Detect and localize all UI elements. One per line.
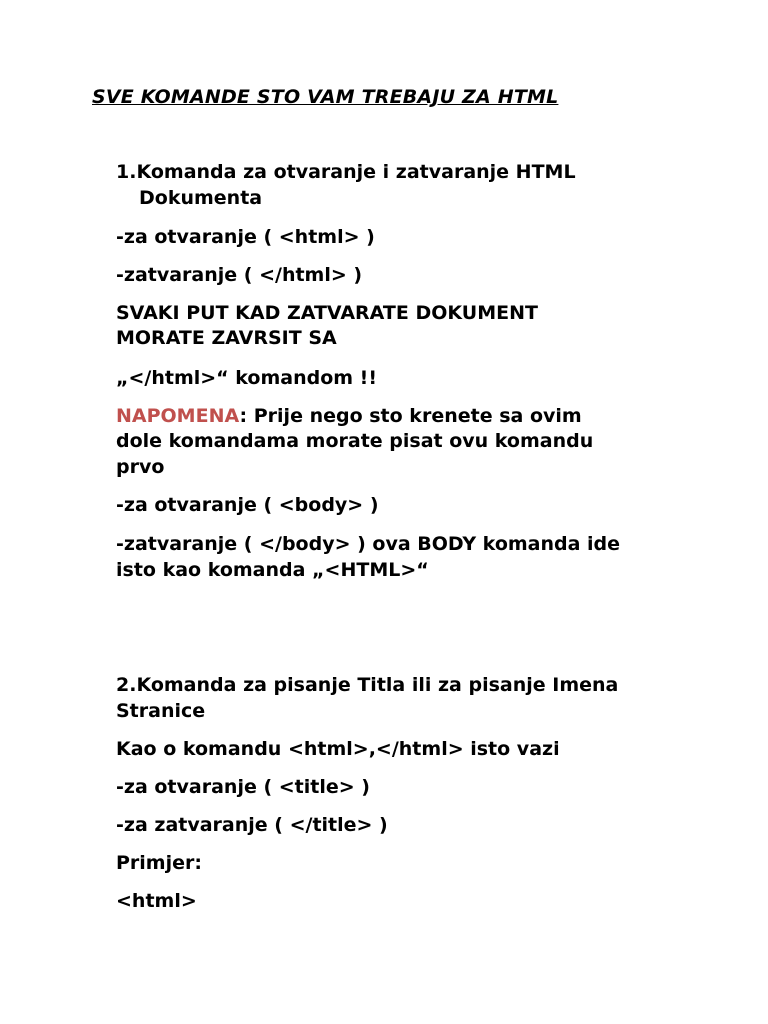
section-1-heading-line-2: Dokumenta [139,187,263,209]
section-1-number: 1. [116,161,137,183]
example-label: Primjer: [116,852,202,874]
example-code-line: <html> [116,890,197,912]
note-line-1 [116,404,582,429]
body-close-line-1: -zatvaranje ( </body> ) ova BODY komanda ide [116,533,621,555]
title-open-line: -za otvaranje ( <title> ) [116,776,370,798]
note-line-2: dole komandama morate pisat ovu komandu [116,430,594,452]
notice-line-2: MORATE ZAVRSIT SA [116,327,337,349]
section-1-heading-line-1 [116,160,576,185]
same-as-line: Kao o komandu <html>,</html> isto vazi [116,738,560,760]
document-title: SVE KOMANDE STO VAM TREBAJU ZA HTML [92,86,559,108]
note-text-1: : Prije nego sto krenete sa ovim [239,405,582,427]
note-line-3: prvo [116,456,165,478]
notice-line-3: „</html>“ komandom !! [116,367,378,389]
notice-line-1: SVAKI PUT KAD ZATVARATE DOKUMENT [116,302,538,324]
section-2-heading-line-1: 2.Komanda za pisanje Titla ili za pisanje Imena [116,674,619,696]
html-open-line: -za otvaranje ( <html> ) [116,226,375,248]
body-open-line: -za otvaranje ( <body> ) [116,494,379,516]
note-label: NAPOMENA [116,405,240,427]
title-close-line: -za zatvaranje ( </title> ) [116,814,388,836]
section-1-heading-text-part-1: Komanda za otvaranje i zatvaranje HTML [136,161,576,183]
section-2-heading-line-2: Stranice [116,700,206,722]
body-close-line-2: isto kao komanda „<HTML>“ [116,559,429,581]
html-close-line: -zatvaranje ( </html> ) [116,264,363,286]
